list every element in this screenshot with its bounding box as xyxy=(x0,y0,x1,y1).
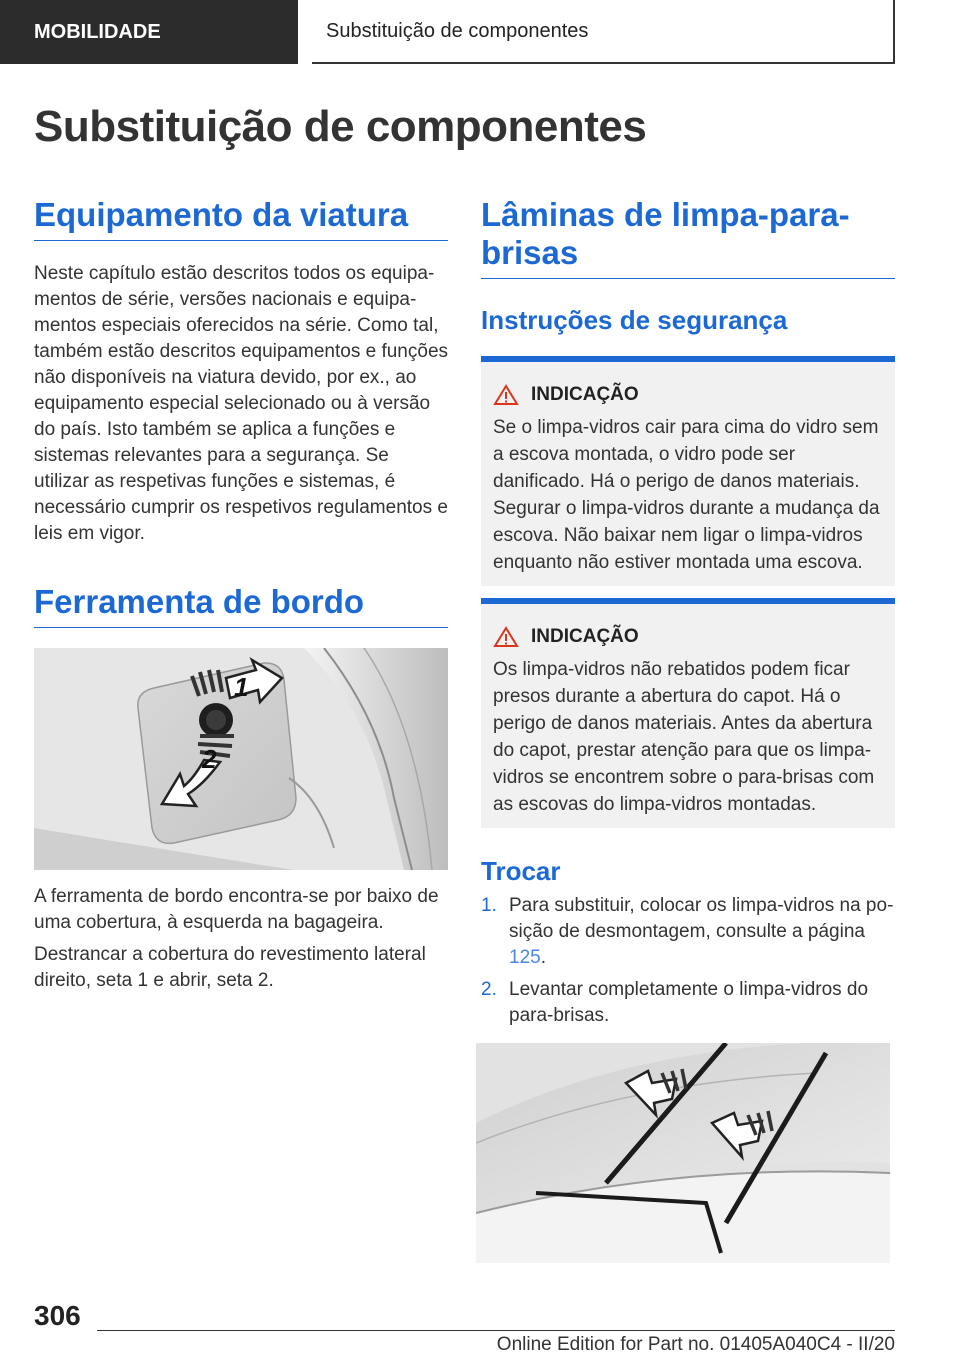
warning-triangle-icon xyxy=(493,384,519,406)
header-chapter-tab xyxy=(312,0,895,64)
header-section-tab xyxy=(0,0,298,64)
trunk-illustration xyxy=(34,648,448,870)
warning-triangle-icon xyxy=(493,626,519,648)
header-chapter-label: Substituição de componentes xyxy=(326,19,589,42)
right-column xyxy=(481,196,895,1263)
step-text: Levantar completamente o limpa-vidros do para-brisas. xyxy=(509,978,869,1026)
step-number: 1. xyxy=(481,894,497,916)
page-number: 306 xyxy=(34,1300,81,1331)
equipment-paragraph: Neste capítulo estão descritos todos os equipamentos de série, versões nacionais e equipamentos especiais oferecidos na série. Como tal, também estão descritos equipamentos e funções não disponíveis na viatura devido, por ex., ao equipamento especial selecionado ou à versão do país. Isto também se aplica a funções e sistemas relevantes para a segurança. Se utilizar as respetivas funções e sistemas, é necessário cumprir os respetivos regulamentos e leis em vigor. xyxy=(34,262,449,544)
footer-edition: Online Edition for Part no. 01405A040C4 - II/20 xyxy=(496,1334,895,1355)
footer-divider xyxy=(97,1330,895,1331)
note-header xyxy=(493,626,881,648)
onboard-tool-image xyxy=(34,648,448,870)
page-link[interactable]: 125 xyxy=(509,946,541,968)
onboard-tool-heading: Ferramenta de bordo xyxy=(34,583,448,628)
tool-unlock-paragraph: Destrancar a cobertura do revestimento lateral direito, seta 1 e abrir, seta 2. xyxy=(34,943,426,991)
replace-steps xyxy=(481,893,895,1029)
step-number: 2. xyxy=(481,978,497,1000)
note-text: Os limpa-vidros não rebatidos podem ficar presos durante a abertura do capot. Há o perigo de danos materiais. Antes da abertura do capot, prestar atenção para que os limpa-vidros se encontrem sobre o para-brisas com as escovas do limpa-vidros montadas. xyxy=(493,658,875,815)
note-header xyxy=(493,384,881,406)
safety-note-2 xyxy=(481,598,895,828)
windscreen-wiper-illustration xyxy=(476,1043,890,1263)
safety-heading: Instruções de segurança xyxy=(481,304,788,335)
arrow-2-label: 2 xyxy=(202,743,217,774)
note-label: INDICAÇÃO xyxy=(531,383,639,405)
tool-location-paragraph: A ferramenta de bordo encontra-se por baixo de uma cobertura, à esquerda na bagageira. xyxy=(34,885,439,933)
header-section-label: MOBILIDADE xyxy=(34,20,161,43)
arrow-1-label: 1 xyxy=(234,671,249,702)
wiper-image xyxy=(476,1043,890,1263)
step-item xyxy=(481,977,895,1029)
page-title: Substituição de componentes xyxy=(34,102,647,151)
wiper-blades-heading: Lâminas de limpa-para-brisas xyxy=(481,196,895,279)
step-item xyxy=(481,893,895,971)
replace-heading: Trocar xyxy=(481,855,561,886)
note-text: Se o limpa-vidros cair para cima do vidro sem a escova montada, o vidro pode ser danificado. Há o perigo de danos materiais. Segurar o limpa-vidros durante a mudança da escova. Não baixar nem ligar o limpa-vidros enquanto não estiver montada uma escova. xyxy=(493,416,880,573)
step-text: Para substituir, colocar os limpa-vidros na posição de desmontagem, consulte a página 125. xyxy=(509,894,894,968)
equipment-heading: Equipamento da viatura xyxy=(34,196,448,241)
note-label: INDICAÇÃO xyxy=(531,625,639,647)
left-column xyxy=(34,196,448,994)
safety-note-1 xyxy=(481,356,895,586)
